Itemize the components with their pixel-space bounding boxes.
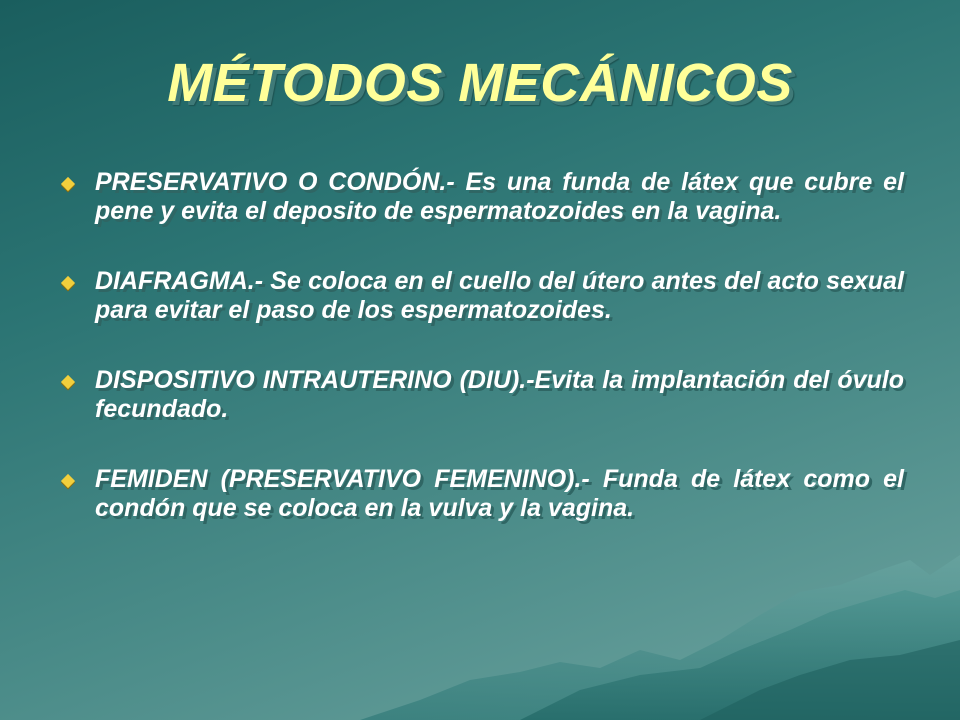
diamond-bullet-icon: [61, 276, 75, 290]
diamond-bullet-icon: [61, 375, 75, 389]
list-item: [60, 267, 904, 325]
bullet-text: DISPOSITIVO INTRAUTERINO (DIU).-Evita la implantación del óvulo fecundado.: [95, 366, 904, 423]
list-item: [60, 168, 904, 226]
bullet-text: DIAFRAGMA.- Se coloca en el cuello del útero antes del acto sexual para evitar el paso de los espermatozoides.: [95, 267, 904, 324]
diamond-bullet-icon: [61, 474, 75, 488]
bullet-list: [60, 168, 904, 564]
bullet-text: FEMIDEN (PRESERVATIVO FEMENINO).- Funda de látex como el condón que se coloca en la vulva y la vagina.: [95, 465, 904, 522]
slide-title: MÉTODOS MECÁNICOS: [167, 53, 793, 113]
bullet-text: PRESERVATIVO O CONDÓN.- Es una funda de látex que cubre el pene y evita el deposito de espermatozoides en la vagina.: [95, 168, 904, 225]
list-item: [60, 366, 904, 424]
diamond-bullet-icon: [61, 177, 75, 191]
list-item: [60, 465, 904, 523]
